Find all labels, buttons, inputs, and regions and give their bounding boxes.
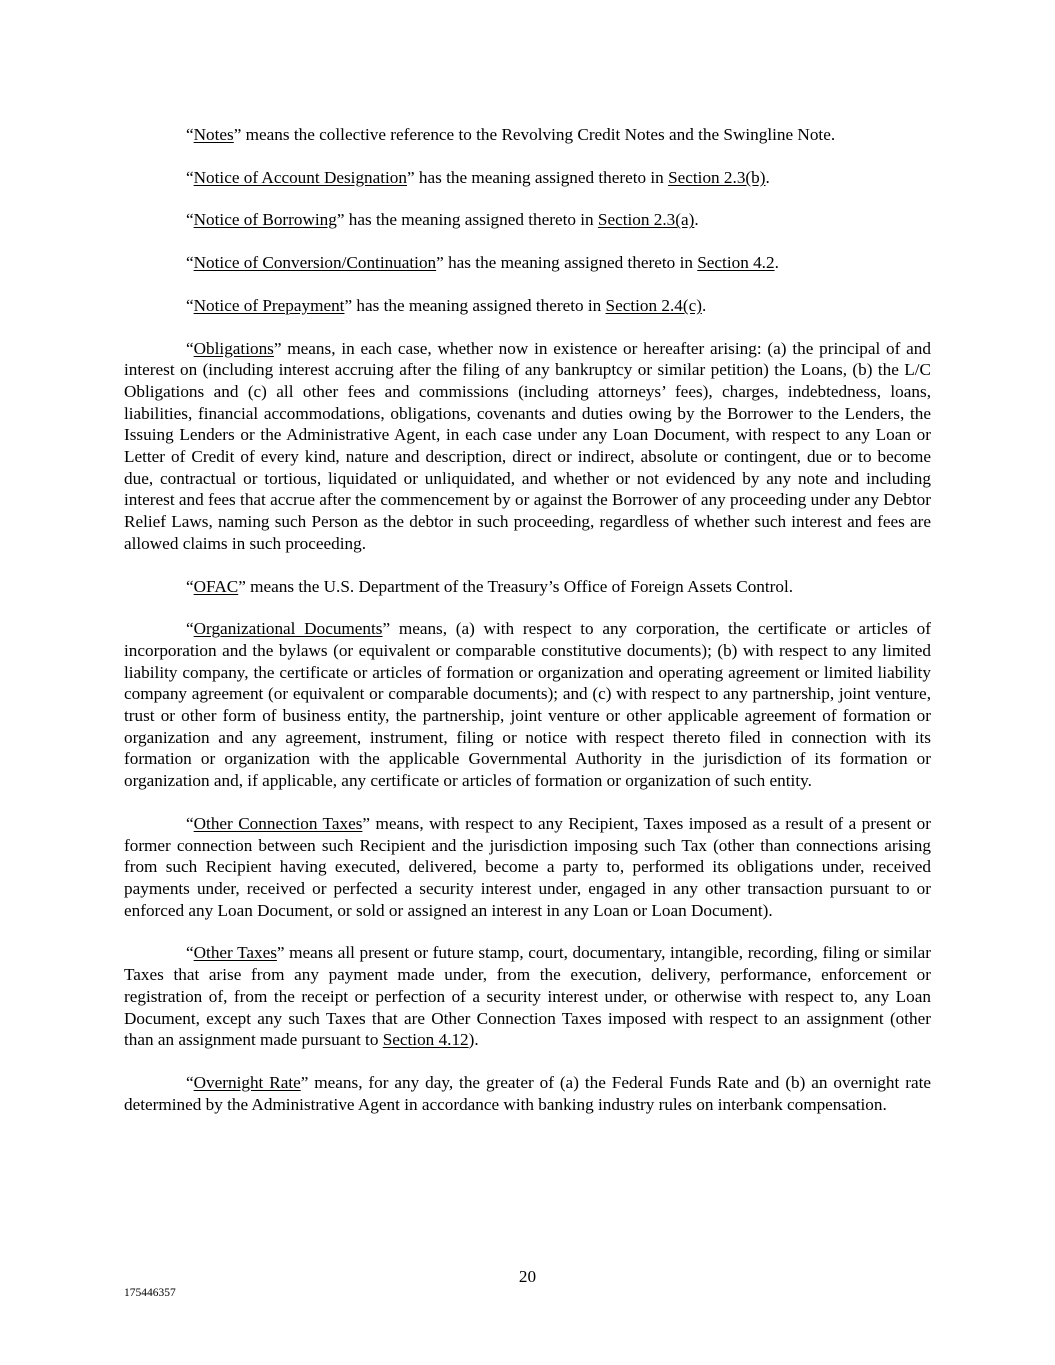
document-body xyxy=(124,124,931,1136)
defined-term: Other Connection Taxes xyxy=(193,813,363,833)
text-segment: ” means, (a) with respect to any corporation, the certificate or articles of incorporation and the bylaws (or equivalent or comparable constitutive documents); (b) with respect to any limited liability company, the certificate or articles of formation or organization and operating agreement or limited liability company agreement (or equivalent or comparable documents); and (c) with respect to any partnership, joint venture, trust or other form of business entity, the partnership, joint venture or other applicable agreement of formation or organization and any agreement, instrument, filing or notice with respect thereto filed in connection with its formation or organization with the applicable Governmental Authority in the jurisdiction of its formation or organization and, if applicable, any certificate or articles of formation or organization of such entity. xyxy=(124,619,931,791)
text-segment: “ xyxy=(186,295,194,315)
text-segment: ” means the collective reference to the Revolving Credit Notes and the Swingline Note. xyxy=(233,125,836,144)
text-segment: ” has the meaning assigned thereto in xyxy=(436,253,698,273)
text-segment: “ xyxy=(186,125,194,144)
text-segment: ” has the meaning assigned thereto in xyxy=(336,210,598,230)
defined-term: Notice of Conversion/Continuation xyxy=(193,253,437,273)
text-segment: ” means, with respect to any Recipient, Taxes imposed as a result of a present or former connection between such Recipient and the jurisdiction imposing such Tax (other than connections arising from such Recipient having executed, delivered, become a party to, performed its obligations under, received payments under, received or perfected a security interest under, engaged in any other transaction pursuant to or enforced any Loan Document, or sold or assigned an interest in any Loan or Loan Document). xyxy=(124,813,932,920)
page-number: 20 xyxy=(518,1267,537,1286)
defined-term: OFAC xyxy=(193,576,239,596)
definition-notice-of-borrowing xyxy=(124,209,931,231)
defined-term: Obligations xyxy=(193,338,274,358)
text-segment: “ xyxy=(186,210,194,230)
section-reference: Section 4.2 xyxy=(697,253,775,273)
defined-term: Other Taxes xyxy=(193,943,277,963)
text-segment: . xyxy=(774,253,779,273)
definition-overnight-rate xyxy=(124,1072,931,1115)
text-segment: ” has the meaning assigned thereto in xyxy=(407,167,669,187)
definition-notice-of-account-designation xyxy=(124,167,931,189)
text-segment: ” means the U.S. Department of the Treasury’s Office of Foreign Assets Control. xyxy=(238,576,794,596)
definition-ofac xyxy=(124,576,931,598)
text-segment: “ xyxy=(186,943,194,963)
definition-other-connection-taxes xyxy=(124,813,931,922)
text-segment: “ xyxy=(186,619,194,639)
definition-notes xyxy=(124,124,931,146)
text-segment: ). xyxy=(468,1030,479,1050)
defined-term: Notes xyxy=(193,125,234,144)
definition-notice-of-prepayment xyxy=(124,295,931,317)
defined-term: Overnight Rate xyxy=(193,1072,301,1092)
document-id: 175446357 xyxy=(124,1287,176,1299)
text-segment: ” means all present or future stamp, court, documentary, intangible, recording, filing or similar Taxes that arise from any payment made under, from the execution, delivery, performance, enforcement or registration of, from the receipt or perfection of a security interest under, or otherwise with respect to, any Loan Document, except any such Taxes that are Other Connection Taxes imposed with respect to an assignment (other than an assignment made pursuant to xyxy=(124,943,931,1050)
section-reference: Section 2.4(c) xyxy=(605,295,702,315)
text-segment: ” means, for any day, the greater of (a) the Federal Funds Rate and (b) an overnight rate determined by the Administrative Agent in accordance with banking industry rules on interbank compensation. xyxy=(124,1072,931,1114)
text-segment: “ xyxy=(186,1072,194,1092)
section-reference: Section 2.3(b) xyxy=(668,167,766,187)
defined-term: Notice of Account Designation xyxy=(193,167,407,187)
definition-organizational-documents xyxy=(124,618,931,792)
text-segment: . xyxy=(694,210,699,230)
definition-notice-of-conversion-continuation xyxy=(124,252,931,274)
text-segment: ” means, in each case, whether now in existence or hereafter arising: (a) the principal of and interest on (including interest accruing after the filing of any bankruptcy or similar petition) the Loans, (b) the L/C Obligations and (c) all other fees and commissions (including attorneys’ fees), charges, indebtedness, loans, liabilities, financial accommodations, obligations, covenants and duties owing by the Borrower to the Lenders, the Issuing Lenders or the Administrative Agent, in each case under any Loan Document, with respect to any Loan or Letter of Credit of every kind, nature and description, direct or indirect, absolute or contingent, due or to become due, contractual or tortious, liquidated or unliquidated, and whether or not evidenced by any note and including interest and fees that accrue after the commencement by or against the Borrower of any proceeding under any Debtor Relief Laws, naming such Person as the debtor in such proceeding, regardless of whether such interest and fees are allowed claims in such proceeding. xyxy=(124,338,931,553)
definition-obligations xyxy=(124,338,931,555)
text-segment: “ xyxy=(186,813,194,833)
text-segment: ” has the meaning assigned thereto in xyxy=(344,295,606,315)
text-segment: “ xyxy=(186,253,194,273)
defined-term: Organizational Documents xyxy=(193,619,383,639)
text-segment: “ xyxy=(186,338,194,358)
defined-term: Notice of Borrowing xyxy=(193,210,337,230)
text-segment: . xyxy=(765,167,770,187)
text-segment: “ xyxy=(186,167,194,187)
text-segment: “ xyxy=(186,576,194,596)
text-segment: . xyxy=(701,295,707,315)
section-reference: Section 4.12 xyxy=(382,1030,469,1050)
defined-term: Notice of Prepayment xyxy=(193,295,345,315)
definition-other-taxes xyxy=(124,942,931,1051)
section-reference: Section 2.3(a) xyxy=(597,210,695,230)
